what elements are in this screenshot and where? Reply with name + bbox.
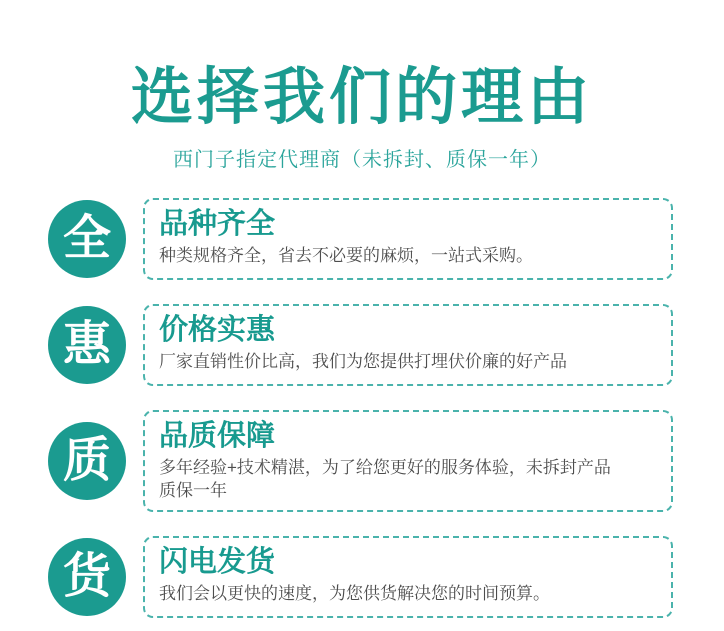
feature-title: 闪电发货 bbox=[159, 545, 276, 578]
feature-row-variety bbox=[48, 198, 724, 280]
feature-row-shipping bbox=[48, 536, 724, 618]
feature-desc: 厂家直销性价比高，我们为您提供打埋伏价廉的好产品 bbox=[159, 352, 567, 372]
variety-badge-icon bbox=[48, 200, 126, 278]
feature-list bbox=[0, 198, 724, 618]
price-badge-icon bbox=[48, 306, 126, 384]
page-title: 选择我们的理由 bbox=[130, 64, 593, 132]
feature-desc: 我们会以更快的速度，为您供货解决您的时间预算。 bbox=[159, 583, 550, 603]
feature-title: 价格实惠 bbox=[159, 314, 276, 347]
feature-card-quality bbox=[143, 410, 673, 512]
feature-title: 品质保障 bbox=[159, 420, 276, 453]
page-header bbox=[0, 0, 724, 172]
feature-card-shipping bbox=[143, 536, 673, 618]
feature-desc: 种类规格齐全，省去不必要的麻烦，一站式采购。 bbox=[159, 246, 533, 266]
page-subtitle: 西门子指定代理商（未拆封、质保一年） bbox=[173, 149, 551, 172]
badge-char: 质 bbox=[62, 433, 111, 487]
feature-desc: 多年经验+技术精湛，为了给您更好的服务体验，未拆封产品质保一年 bbox=[159, 458, 611, 500]
feature-card-price bbox=[143, 304, 673, 386]
badge-char: 惠 bbox=[62, 318, 111, 372]
quality-badge-icon bbox=[48, 422, 126, 500]
feature-title: 品种齐全 bbox=[159, 208, 276, 241]
badge-char: 货 bbox=[62, 549, 111, 603]
feature-row-price bbox=[48, 304, 724, 386]
shipping-badge-icon bbox=[48, 538, 126, 616]
badge-char: 全 bbox=[62, 212, 111, 266]
feature-card-variety bbox=[143, 198, 673, 280]
feature-row-quality bbox=[48, 410, 724, 512]
